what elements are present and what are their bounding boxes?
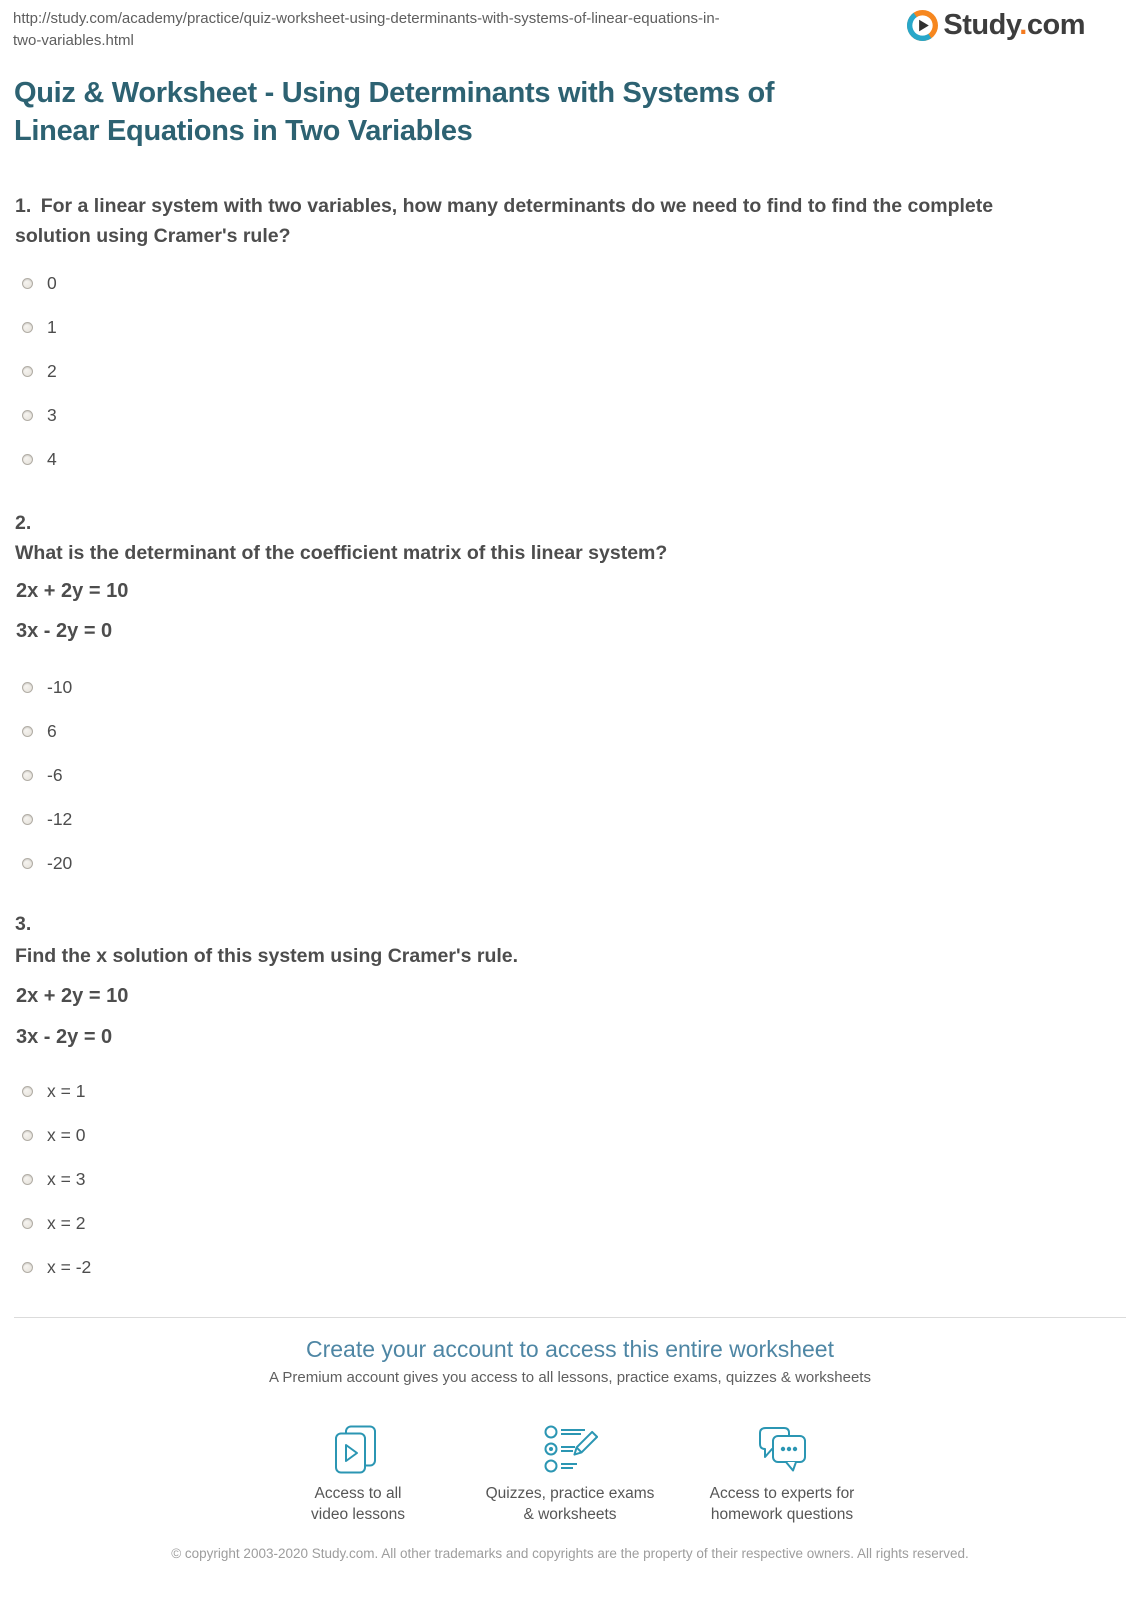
- feature-list: [0, 1414, 1140, 1525]
- answer-option[interactable]: [0, 1245, 600, 1289]
- study-logo[interactable]: [907, 9, 1085, 42]
- radio-button[interactable]: [22, 1174, 33, 1185]
- feature-label: Quizzes, practice exams & worksheets: [485, 1485, 655, 1523]
- answer-option[interactable]: [0, 1113, 600, 1157]
- answer-option-label: 1: [47, 316, 57, 337]
- answer-option-label: 6: [47, 720, 57, 741]
- page-title: Quiz & Worksheet - Using Determinants with Systems of Linear Equations in Two Variables: [14, 77, 775, 147]
- question-2-equation-2: 3x - 2y = 0: [16, 620, 113, 642]
- radio-button[interactable]: [22, 322, 33, 333]
- feature-expert-help: [676, 1414, 888, 1525]
- copyright-notice: © copyright 2003-2020 Study.com. All other trademarks and copyrights are the property of their respective owners. All rights reserved.: [171, 1546, 969, 1561]
- question-3-equation-1: 2x + 2y = 10: [16, 985, 129, 1007]
- question-3-text: Find the x solution of this system using Cramer's rule.: [15, 945, 519, 967]
- answer-option[interactable]: [0, 261, 600, 305]
- radio-button[interactable]: [22, 366, 33, 377]
- answer-option[interactable]: [0, 349, 600, 393]
- answer-option-label: x = 3: [47, 1168, 86, 1189]
- answer-option[interactable]: [0, 437, 600, 481]
- answer-option-label: x = 2: [47, 1212, 86, 1233]
- question-3-number: 3.: [15, 913, 32, 935]
- feature-quizzes-worksheets: [464, 1414, 676, 1525]
- page-url-line2: two-variables.html: [13, 32, 134, 49]
- experts-chat-icon: [755, 1414, 809, 1476]
- answer-option-label: 4: [47, 448, 57, 469]
- radio-button[interactable]: [22, 278, 33, 289]
- feature-label: Access to experts for homework questions: [709, 1485, 855, 1523]
- radio-button[interactable]: [22, 454, 33, 465]
- question-1-number: 1.: [15, 195, 32, 217]
- answer-option[interactable]: [0, 1069, 600, 1113]
- radio-button[interactable]: [22, 410, 33, 421]
- page-url: [13, 8, 793, 52]
- answer-option-label: -12: [47, 808, 73, 829]
- answer-option-label: -6: [47, 764, 63, 785]
- answer-option-label: -10: [47, 676, 73, 697]
- answer-option[interactable]: [0, 797, 600, 841]
- radio-button[interactable]: [22, 858, 33, 869]
- answer-option-label: x = 1: [47, 1080, 86, 1101]
- question-2-text: What is the determinant of the coefficient matrix of this linear system?: [15, 542, 668, 564]
- section-divider: [14, 1317, 1126, 1318]
- video-lessons-icon: [332, 1414, 384, 1476]
- answer-option[interactable]: [0, 1201, 600, 1245]
- answer-option[interactable]: [0, 665, 600, 709]
- question-2-options: [0, 665, 600, 885]
- radio-button[interactable]: [22, 814, 33, 825]
- radio-button[interactable]: [22, 682, 33, 693]
- answer-option[interactable]: [0, 753, 600, 797]
- feature-video-lessons: [252, 1414, 464, 1525]
- question-1-text: 1. For a linear system with two variables, how many determinants do we need to find to find the complete solution using Cramer's rule?: [15, 195, 994, 247]
- radio-button[interactable]: [22, 1086, 33, 1097]
- radio-button[interactable]: [22, 726, 33, 737]
- answer-option[interactable]: [0, 393, 600, 437]
- answer-option-label: 0: [47, 272, 57, 293]
- question-2-number: 2.: [15, 512, 32, 534]
- answer-option[interactable]: [0, 1157, 600, 1201]
- answer-option-label: 3: [47, 404, 57, 425]
- radio-button[interactable]: [22, 1218, 33, 1229]
- answer-option-label: -20: [47, 852, 73, 873]
- radio-button[interactable]: [22, 1262, 33, 1273]
- question-3-equation-2: 3x - 2y = 0: [16, 1026, 113, 1048]
- question-1-options: [0, 261, 600, 481]
- study-logo-play-icon: [907, 10, 938, 41]
- question-3-options: [0, 1069, 600, 1289]
- answer-option[interactable]: [0, 305, 600, 349]
- answer-option-label: x = 0: [47, 1124, 86, 1145]
- answer-option-label: 2: [47, 360, 57, 381]
- feature-label: Access to all video lessons: [311, 1485, 405, 1523]
- radio-button[interactable]: [22, 770, 33, 781]
- question-2-equation-1: 2x + 2y = 10: [16, 580, 129, 602]
- answer-option-label: x = -2: [47, 1256, 92, 1277]
- answer-option[interactable]: [0, 709, 600, 753]
- answer-option[interactable]: [0, 841, 600, 885]
- logo-dot: .: [1019, 9, 1027, 41]
- quiz-worksheet-icon: [542, 1414, 598, 1476]
- page-url-line1: http://study.com/academy/practice/quiz-worksheet-using-determinants-with-systems-of-linear-equations-in-: [13, 10, 720, 27]
- radio-button[interactable]: [22, 1130, 33, 1141]
- cta-subheading: A Premium account gives you access to all lessons, practice exams, quizzes & worksheets: [269, 1369, 871, 1386]
- study-logo-text: Study.com: [943, 9, 1085, 41]
- cta-heading: Create your account to access this entire worksheet: [306, 1336, 834, 1362]
